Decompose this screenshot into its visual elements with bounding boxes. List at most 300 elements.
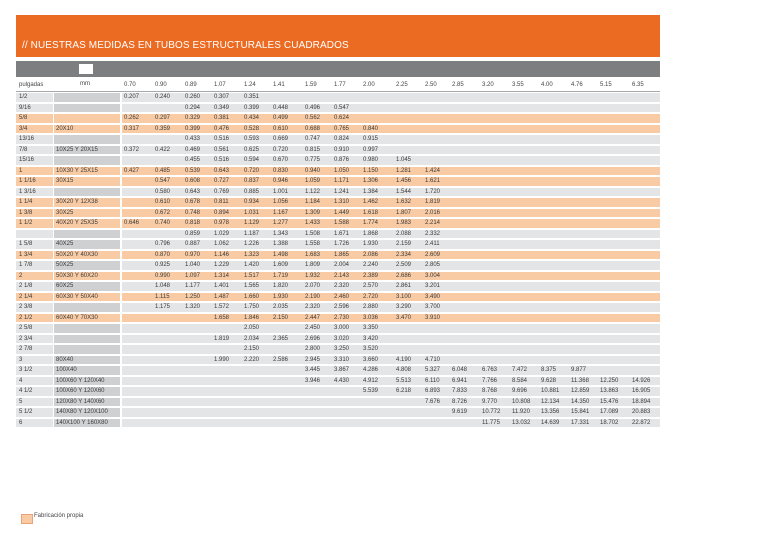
weight-value: 6.763 [482,367,498,373]
values-band [122,177,660,186]
table-row [16,397,660,408]
weight-value: 1.031 [244,209,260,216]
weight-value: 1.820 [273,283,289,289]
weight-value: 4.808 [396,367,412,373]
values-band [122,293,660,302]
weight-value: 1.250 [185,293,201,300]
weight-value: 1.343 [273,230,289,237]
weight-value: 0.448 [273,104,289,111]
inch-label: 6 [19,419,23,426]
weight-value: 1.129 [244,220,260,226]
table-row [16,155,660,166]
weight-value: 1.932 [305,272,321,279]
table-row [16,281,660,292]
weight-value: 17.331 [571,419,590,426]
weight-value: 14.926 [632,377,651,384]
values-band [122,324,660,333]
weight-value: 0.434 [244,115,260,121]
values-band [122,146,660,155]
weight-value: 1.449 [334,209,350,216]
weight-value: 0.672 [155,209,171,216]
weight-value: 0.372 [124,146,140,153]
weight-value: 2.460 [334,293,350,300]
values-band [122,408,660,417]
weight-value: 0.894 [214,209,230,216]
weight-value: 3.350 [363,325,379,331]
mm-cell [54,167,120,176]
mm-label: 140X100 Y 160X80 [56,419,108,426]
weight-value: 3.946 [305,377,321,384]
weight-value: 10.808 [512,398,531,405]
weight-value: 0.381 [214,115,230,121]
weight-value: 0.815 [305,146,321,153]
weight-value: 2.214 [425,220,441,226]
weight-value: 5.513 [396,377,412,384]
weight-value: 2.596 [334,304,350,310]
weight-value: 1.683 [305,251,321,258]
weight-value: 12.250 [600,377,619,384]
weight-value: 1.050 [334,167,350,174]
inch-label: 2 3/4 [19,335,33,342]
values-band [122,167,660,176]
mm-cell [54,282,120,291]
weight-value: 3.910 [425,314,441,321]
mm-cell [54,377,120,386]
weight-value: 1.558 [305,241,321,247]
values-band [122,156,660,165]
weight-value: 3.470 [396,314,412,321]
weight-value: 8.584 [512,377,528,384]
weight-value: 2.805 [425,262,441,268]
mm-label: 20X10 [56,125,74,132]
weight-value: 1.241 [334,188,350,195]
weight-value: 8.726 [452,398,468,405]
weight-value: 1.314 [214,272,230,279]
weight-value: 2.070 [305,283,321,289]
weight-value: 0.207 [124,94,140,100]
weight-value: 0.351 [244,94,260,100]
inch-label: 13/16 [19,136,35,142]
values-band [122,282,660,291]
weight-value: 3.420 [363,335,379,342]
weight-value: 1.819 [214,335,230,342]
weight-value: 0.934 [244,199,260,205]
inch-label: 3/4 [19,125,28,132]
weight-value: 2.800 [305,346,321,352]
weight-value: 0.643 [185,188,201,195]
weight-value: 0.775 [305,157,321,163]
weight-value: 2.450 [305,325,321,331]
weight-value: 2.861 [396,283,412,289]
weight-value: 1.544 [396,188,412,195]
weight-value: 1.750 [244,304,260,310]
weight-value: 1.632 [396,199,412,205]
header-thickness: 4.76 [571,82,583,88]
table-row [16,334,660,345]
weight-value: 1.983 [396,220,412,226]
weight-value: 17.089 [600,409,619,415]
header-thickness: 2.00 [363,82,375,88]
weight-value: 18.702 [600,419,619,426]
weight-value: 2.150 [273,314,289,321]
weight-value: 2.143 [334,272,350,279]
weight-value: 3.660 [363,356,379,363]
weight-value: 1.059 [305,178,321,184]
weight-value: 3.036 [363,314,379,321]
header-thickness: 1.41 [273,82,285,88]
header-band [16,61,660,77]
weight-value: 14.639 [541,419,560,426]
mm-label: 50X20 Y 40X30 [56,251,98,258]
values-band [122,387,660,396]
weight-value: 1.865 [334,251,350,258]
weight-value: 14.350 [571,398,590,405]
values-band [122,335,660,344]
weight-value: 0.727 [214,178,230,184]
weight-value: 5.327 [425,367,441,373]
header-thickness: 1.07 [214,82,226,88]
inch-label: 1 1/2 [19,220,33,226]
weight-value: 2.088 [396,230,412,237]
weight-value: 2.447 [305,314,321,321]
table-header-row [16,78,660,92]
weight-value: 3.445 [305,367,321,373]
header-mm [54,80,120,89]
weight-value: 0.747 [305,136,321,142]
values-band [122,240,660,249]
header-thickness: 5.15 [600,82,612,88]
table-row [16,229,660,240]
values-band [122,93,660,102]
table-row [16,344,660,355]
inch-label: 1 3/4 [19,251,33,258]
values-band [122,314,660,323]
inch-label: 1 1/4 [19,199,33,205]
weight-value: 2.086 [363,251,379,258]
mm-cell [54,387,120,396]
weight-value: 12.859 [571,388,590,394]
mm-label: 10X30 Y 25X15 [56,167,98,174]
weight-value: 1.146 [214,251,230,258]
weight-value: 1.420 [244,262,260,268]
weight-value: 1.306 [363,178,379,184]
weight-value: 0.516 [214,157,230,163]
weight-value: 0.516 [214,136,230,142]
mm-cell [54,209,120,218]
weight-value: 2.720 [363,293,379,300]
header-thickness: 1.24 [244,82,256,88]
header-thickness: 2.25 [396,82,408,88]
mm-cell [54,93,120,102]
weight-value: 2.034 [244,335,260,342]
weight-value: 0.307 [214,94,230,100]
weight-value: 1.001 [273,188,289,195]
weight-value: 0.876 [334,157,350,163]
weight-value: 1.229 [214,262,230,268]
weight-value: 1.424 [425,167,441,174]
weight-value: 0.593 [244,136,260,142]
weight-value: 1.122 [305,188,321,195]
weight-value: 6.218 [396,388,412,394]
mm-label: 30X15 [56,178,74,184]
mm-cell [54,303,120,312]
weight-value: 6.110 [425,377,440,384]
weight-value: 0.925 [155,262,171,268]
mm-label: 50X30 Y 60X20 [56,272,98,279]
weight-value: 11.920 [512,409,530,415]
weight-value: 1.167 [273,209,289,216]
weight-value: 3.867 [334,367,350,373]
values-band [122,377,660,386]
values-band [122,209,660,218]
weight-value: 1.517 [244,272,260,279]
weight-value: 0.496 [305,104,321,111]
values-band [122,114,660,123]
legend-label: Fabricación propia [34,513,84,519]
inch-label: 1 5/8 [19,241,33,247]
weight-value: 13.032 [512,419,531,426]
inch-label: 15/16 [19,157,35,163]
weight-value: 0.561 [214,146,230,153]
table-row [16,302,660,313]
values-band [122,366,660,375]
weight-value: 22.872 [632,419,651,426]
weight-value: 0.539 [185,167,201,174]
weight-value: 1.384 [363,188,379,195]
inch-label: 3 [19,356,23,363]
weight-value: 0.294 [185,104,201,111]
weight-value: 4.912 [363,377,379,384]
weight-value: 1.171 [334,178,350,184]
mm-cell [54,335,120,344]
title-banner [16,15,660,57]
inch-label: 5 [19,398,23,405]
table-row [16,418,660,429]
weight-value: 0.915 [363,136,379,142]
weight-value: 2.320 [305,304,321,310]
weight-value: 1.498 [273,251,289,258]
inch-label: 4 1/2 [19,388,33,394]
weight-value: 1.930 [273,293,289,300]
weight-value: 3.310 [334,356,350,363]
weight-value: 1.572 [214,304,230,310]
weight-value: 0.643 [214,167,230,174]
weight-value: 0.427 [124,167,140,174]
weight-value: 1.930 [363,241,379,247]
mm-label: 100X40 [56,367,77,373]
header-thickness: 4.00 [541,82,553,88]
weight-value: 1.320 [185,304,201,310]
weight-value: 4.286 [363,367,379,373]
weight-value: 0.688 [305,125,321,132]
weight-value: 3.000 [334,325,350,331]
mm-cell [54,314,120,323]
mm-label: 10X25 Y 20X15 [56,146,98,153]
values-band [122,398,660,407]
mm-label: 100X60 Y 120X40 [56,377,105,384]
table-row [16,365,660,376]
header-thickness: 6.35 [632,82,644,88]
weight-value: 1.658 [214,314,230,321]
table-row [16,323,660,334]
mm-label: 140X80 Y 120X100 [56,409,108,415]
weight-value: 1.621 [425,178,441,184]
table-row [16,386,660,397]
mm-label: 40X20 Y 25X35 [56,220,98,226]
weight-value: 1.177 [185,283,201,289]
weight-value: 20.883 [632,409,651,415]
weight-value: 3.490 [425,293,441,300]
header-mm-label: mm [80,81,90,87]
inch-label: 3 1/2 [19,367,33,373]
mm-cell [54,240,120,249]
table-row [16,197,660,208]
values-band [122,419,660,428]
header-thickness: 0.89 [185,82,197,88]
mm-cell [54,398,120,407]
weight-value: 1.029 [214,230,230,237]
table-row [16,376,660,387]
weight-value: 0.422 [155,146,171,153]
mm-cell [54,198,120,207]
inch-label: 4 [19,377,23,384]
weight-value: 0.260 [185,94,201,100]
mm-cell [54,251,120,260]
inch-label: 2 7/8 [19,346,33,352]
weight-value: 0.970 [185,251,201,258]
mm-label: 80X40 [56,356,74,363]
weight-value: 0.859 [185,230,201,237]
weight-value: 0.610 [273,125,289,132]
weight-value: 1.809 [305,262,321,268]
weight-value: 0.946 [273,178,289,184]
values-band [122,188,660,197]
weight-value: 2.609 [425,251,441,258]
mm-cell [54,419,120,428]
table-row [16,218,660,229]
values-band [122,219,660,228]
weight-value: 12.134 [541,398,560,405]
values-band [122,356,660,365]
weight-value: 2.035 [273,304,289,310]
values-band [122,135,660,144]
weight-value: 0.740 [155,220,171,226]
weight-value: 2.190 [305,293,321,300]
weight-value: 0.547 [334,104,350,111]
weight-value: 6.048 [452,367,468,373]
weight-value: 3.201 [425,283,441,289]
mm-cell [54,146,120,155]
weight-value: 1.062 [214,241,230,247]
table-row [16,134,660,145]
weight-value: 0.297 [155,115,171,121]
weight-value: 1.868 [363,230,379,237]
weight-value: 0.469 [185,146,201,153]
weight-value: 0.769 [214,188,230,195]
table-row [16,92,660,103]
weight-value: 2.159 [396,241,412,247]
weight-value: 0.670 [273,157,289,163]
weight-value: 1.609 [273,262,289,268]
table-row [16,176,660,187]
weight-value: 11.775 [482,419,500,426]
weight-value: 2.365 [273,335,289,342]
weight-value: 3.290 [396,304,412,310]
weight-value: 0.818 [185,220,201,226]
weight-value: 0.840 [363,125,379,132]
weight-value: 2.220 [244,356,260,363]
weight-value: 0.399 [244,104,260,111]
weight-value: 1.150 [363,167,379,174]
weight-value: 0.499 [273,115,289,121]
weight-value: 1.040 [185,262,201,268]
weight-value: 7.833 [452,388,468,394]
weight-value: 2.334 [396,251,412,258]
table-row [16,187,660,198]
weight-value: 5.539 [363,388,379,394]
table-row [16,355,660,366]
inch-label: 1 3/16 [19,188,36,195]
weight-value: 9.619 [452,409,468,415]
weight-value: 3.100 [396,293,412,300]
weight-value: 2.586 [273,356,289,363]
weight-value: 1.056 [273,199,289,205]
weight-value: 3.700 [425,304,441,310]
tubes-table [16,78,660,428]
values-band [122,104,660,113]
mm-cell [54,366,120,375]
inch-label: 7/8 [19,146,28,153]
weight-value: 1.671 [334,230,350,237]
weight-value: 6.941 [452,377,468,384]
weight-value: 0.669 [273,136,289,142]
weight-value: 1.187 [244,230,260,237]
weight-value: 16.905 [632,388,651,394]
values-band [122,272,660,281]
inch-label: 2 1/4 [19,293,33,300]
weight-value: 13.356 [541,409,560,415]
mm-cell [54,114,120,123]
mm-label: 100X60 Y 120X60 [56,388,105,394]
weight-value: 0.562 [305,115,321,121]
inch-label: 2 1/2 [19,314,33,321]
weight-value: 0.262 [124,115,140,121]
weight-value: 2.945 [305,356,321,363]
weight-value: 9.770 [482,398,498,405]
weight-value: 0.720 [244,167,260,174]
weight-value: 0.455 [185,157,201,163]
weight-value: 0.811 [214,199,229,205]
mm-cell [54,293,120,302]
weight-value: 13.863 [600,388,619,394]
weight-value: 1.990 [214,356,230,363]
header-thickness: 0.90 [155,82,167,88]
mm-label: 30X20 Y 12X38 [56,199,98,205]
mm-cell [54,188,120,197]
weight-value: 0.349 [214,104,230,111]
weight-value: 0.476 [214,125,230,132]
inch-label: 1 [19,167,23,174]
table-row [16,124,660,135]
legend-swatch [21,514,33,524]
table-row [16,292,660,303]
weight-value: 2.016 [425,209,441,216]
weight-value: 1.175 [155,304,171,310]
mm-cell [54,324,120,333]
mm-cell [54,104,120,113]
weight-value: 2.696 [305,335,321,342]
weight-value: 1.323 [244,251,260,258]
